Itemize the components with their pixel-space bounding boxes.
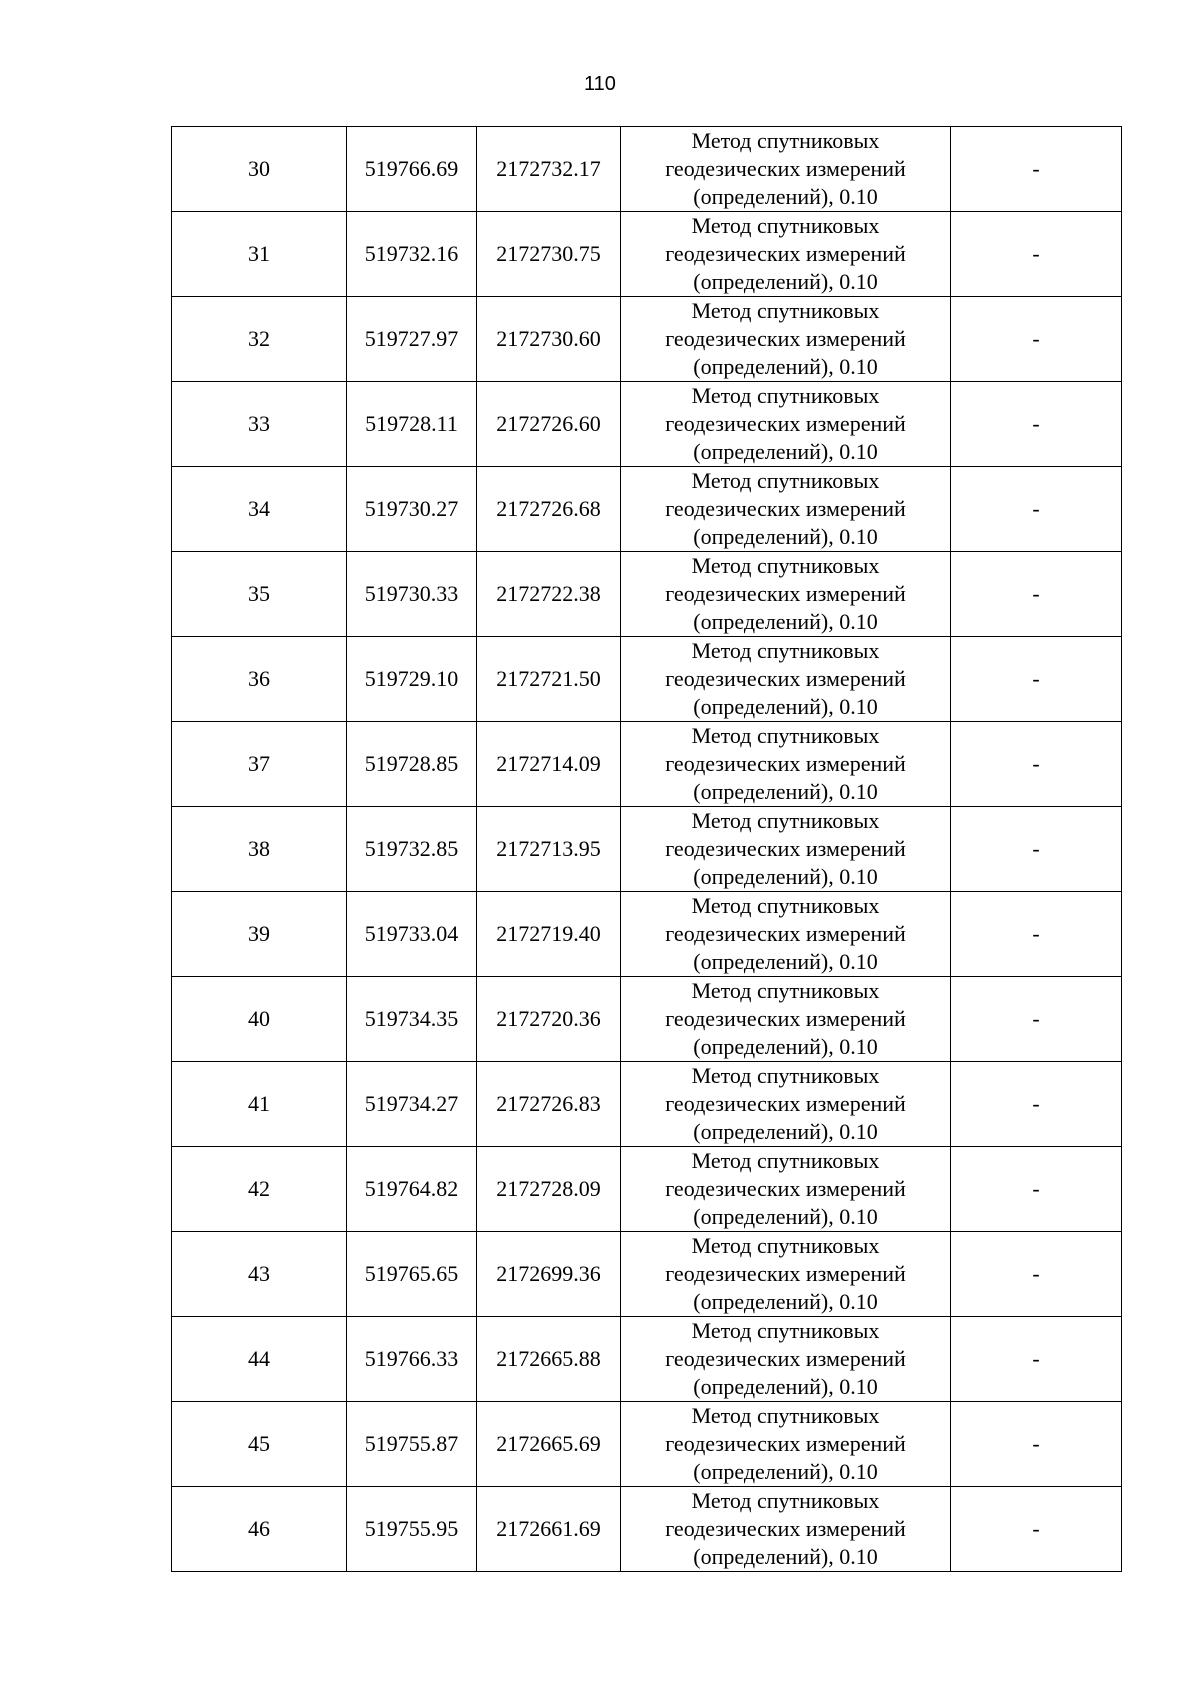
method-line: (определений), 0.10 [693, 184, 878, 209]
coordinate-y-cell: 2172713.95 [477, 807, 621, 892]
coordinate-x-cell: 519766.69 [347, 127, 477, 212]
coordinate-y-cell: 2172720.36 [477, 977, 621, 1062]
method-line: Метод спутниковых [691, 723, 880, 748]
coordinate-y-cell: 2172730.75 [477, 212, 621, 297]
table-row [172, 807, 1122, 892]
point-number-cell: 46 [172, 1487, 347, 1572]
method-line: (определений), 0.10 [693, 864, 878, 889]
point-number-cell: 33 [172, 382, 347, 467]
method-line: (определений), 0.10 [693, 269, 878, 294]
method-line: Метод спутниковых [691, 1063, 880, 1088]
method-line: (определений), 0.10 [693, 354, 878, 379]
method-line: геодезических измерений [665, 1006, 906, 1031]
method-line: геодезических измерений [665, 921, 906, 946]
method-cell [621, 1402, 951, 1487]
description-cell: - [951, 467, 1122, 552]
method-cell [621, 892, 951, 977]
coordinate-y-cell: 2172730.60 [477, 297, 621, 382]
coordinate-y-cell: 2172665.88 [477, 1317, 621, 1402]
method-line: Метод спутниковых [691, 383, 880, 408]
method-line: (определений), 0.10 [693, 439, 878, 464]
point-number-cell: 31 [172, 212, 347, 297]
method-cell [621, 1317, 951, 1402]
method-line: Метод спутниковых [691, 1233, 880, 1258]
point-number-cell: 37 [172, 722, 347, 807]
coordinates-table-body [172, 127, 1122, 1572]
table-row [172, 722, 1122, 807]
description-cell: - [951, 212, 1122, 297]
method-cell [621, 722, 951, 807]
method-line: Метод спутниковых [691, 893, 880, 918]
table-row [172, 1232, 1122, 1317]
coordinate-y-cell: 2172726.68 [477, 467, 621, 552]
coordinate-y-cell: 2172665.69 [477, 1402, 621, 1487]
coordinate-x-cell: 519730.27 [347, 467, 477, 552]
method-line: (определений), 0.10 [693, 1119, 878, 1144]
description-cell: - [951, 1147, 1122, 1232]
method-line: геодезических измерений [665, 666, 906, 691]
method-line: Метод спутниковых [691, 1403, 880, 1428]
description-cell: - [951, 1062, 1122, 1147]
method-line: Метод спутниковых [691, 1318, 880, 1343]
coordinate-x-cell: 519734.35 [347, 977, 477, 1062]
coordinate-x-cell: 519766.33 [347, 1317, 477, 1402]
point-number-cell: 36 [172, 637, 347, 722]
description-cell: - [951, 1317, 1122, 1402]
method-line: геодезических измерений [665, 1091, 906, 1116]
point-number-cell: 45 [172, 1402, 347, 1487]
coordinate-y-cell: 2172726.60 [477, 382, 621, 467]
method-line: геодезических измерений [665, 581, 906, 606]
method-cell [621, 552, 951, 637]
method-line: (определений), 0.10 [693, 609, 878, 634]
coordinate-x-cell: 519727.97 [347, 297, 477, 382]
method-cell [621, 1487, 951, 1572]
method-cell [621, 127, 951, 212]
description-cell: - [951, 127, 1122, 212]
point-number-cell: 42 [172, 1147, 347, 1232]
table-row [172, 1062, 1122, 1147]
method-line: геодезических измерений [665, 156, 906, 181]
method-cell [621, 467, 951, 552]
method-cell [621, 977, 951, 1062]
point-number-cell: 43 [172, 1232, 347, 1317]
point-number-cell: 32 [172, 297, 347, 382]
coordinate-x-cell: 519728.85 [347, 722, 477, 807]
table-row [172, 1402, 1122, 1487]
description-cell: - [951, 297, 1122, 382]
description-cell: - [951, 382, 1122, 467]
method-cell [621, 1147, 951, 1232]
method-line: (определений), 0.10 [693, 1034, 878, 1059]
method-line: Метод спутниковых [691, 468, 880, 493]
table-row [172, 637, 1122, 722]
method-line: (определений), 0.10 [693, 779, 878, 804]
coordinate-x-cell: 519755.87 [347, 1402, 477, 1487]
method-cell [621, 382, 951, 467]
method-line: геодезических измерений [665, 326, 906, 351]
method-line: (определений), 0.10 [693, 949, 878, 974]
method-line: геодезических измерений [665, 751, 906, 776]
coordinate-x-cell: 519732.16 [347, 212, 477, 297]
method-line: Метод спутниковых [691, 638, 880, 663]
table-row [172, 552, 1122, 637]
method-cell [621, 807, 951, 892]
table-row [172, 892, 1122, 977]
description-cell: - [951, 892, 1122, 977]
coordinate-y-cell: 2172714.09 [477, 722, 621, 807]
table-row [172, 127, 1122, 212]
coordinate-x-cell: 519734.27 [347, 1062, 477, 1147]
point-number-cell: 40 [172, 977, 347, 1062]
method-line: геодезических измерений [665, 1261, 906, 1286]
method-line: Метод спутниковых [691, 553, 880, 578]
description-cell: - [951, 1232, 1122, 1317]
point-number-cell: 38 [172, 807, 347, 892]
method-line: геодезических измерений [665, 496, 906, 521]
table-row [172, 467, 1122, 552]
table-row [172, 297, 1122, 382]
method-line: Метод спутниковых [691, 978, 880, 1003]
method-cell [621, 637, 951, 722]
coordinates-table [171, 126, 1122, 1572]
coordinate-y-cell: 2172661.69 [477, 1487, 621, 1572]
method-line: (определений), 0.10 [693, 1289, 878, 1314]
method-line: геодезических измерений [665, 241, 906, 266]
table-row [172, 977, 1122, 1062]
table-row [172, 382, 1122, 467]
table-row [172, 1317, 1122, 1402]
page-number: 110 [584, 73, 616, 95]
table-row [172, 1147, 1122, 1232]
point-number-cell: 39 [172, 892, 347, 977]
method-line: геодезических измерений [665, 1431, 906, 1456]
coordinate-y-cell: 2172699.36 [477, 1232, 621, 1317]
method-line: геодезических измерений [665, 1346, 906, 1371]
coordinate-y-cell: 2172732.17 [477, 127, 621, 212]
coordinate-x-cell: 519764.82 [347, 1147, 477, 1232]
method-line: Метод спутниковых [691, 298, 880, 323]
table-row [172, 1487, 1122, 1572]
coordinate-y-cell: 2172726.83 [477, 1062, 621, 1147]
method-line: Метод спутниковых [691, 1488, 880, 1513]
coordinate-y-cell: 2172728.09 [477, 1147, 621, 1232]
method-line: Метод спутниковых [691, 1148, 880, 1173]
coordinate-x-cell: 519765.65 [347, 1232, 477, 1317]
method-cell [621, 1062, 951, 1147]
method-line: (определений), 0.10 [693, 694, 878, 719]
method-line: геодезических измерений [665, 1176, 906, 1201]
method-line: геодезических измерений [665, 1516, 906, 1541]
method-line: (определений), 0.10 [693, 1374, 878, 1399]
coordinate-y-cell: 2172721.50 [477, 637, 621, 722]
point-number-cell: 35 [172, 552, 347, 637]
method-line: (определений), 0.10 [693, 1204, 878, 1229]
method-line: (определений), 0.10 [693, 1459, 878, 1484]
description-cell: - [951, 552, 1122, 637]
coordinate-y-cell: 2172722.38 [477, 552, 621, 637]
method-line: (определений), 0.10 [693, 1544, 878, 1569]
point-number-cell: 44 [172, 1317, 347, 1402]
method-cell [621, 297, 951, 382]
method-line: Метод спутниковых [691, 213, 880, 238]
method-line: геодезических измерений [665, 836, 906, 861]
coordinate-x-cell: 519730.33 [347, 552, 477, 637]
method-line: геодезических измерений [665, 411, 906, 436]
method-line: Метод спутниковых [691, 808, 880, 833]
method-line: (определений), 0.10 [693, 524, 878, 549]
coordinate-x-cell: 519755.95 [347, 1487, 477, 1572]
coordinate-x-cell: 519728.11 [347, 382, 477, 467]
description-cell: - [951, 1487, 1122, 1572]
description-cell: - [951, 722, 1122, 807]
point-number-cell: 41 [172, 1062, 347, 1147]
description-cell: - [951, 637, 1122, 722]
coordinate-x-cell: 519729.10 [347, 637, 477, 722]
description-cell: - [951, 977, 1122, 1062]
coordinate-x-cell: 519733.04 [347, 892, 477, 977]
method-cell [621, 1232, 951, 1317]
description-cell: - [951, 1402, 1122, 1487]
description-cell: - [951, 807, 1122, 892]
method-line: Метод спутниковых [691, 128, 880, 153]
method-cell [621, 212, 951, 297]
point-number-cell: 34 [172, 467, 347, 552]
table-row [172, 212, 1122, 297]
coordinate-y-cell: 2172719.40 [477, 892, 621, 977]
coordinate-x-cell: 519732.85 [347, 807, 477, 892]
point-number-cell: 30 [172, 127, 347, 212]
